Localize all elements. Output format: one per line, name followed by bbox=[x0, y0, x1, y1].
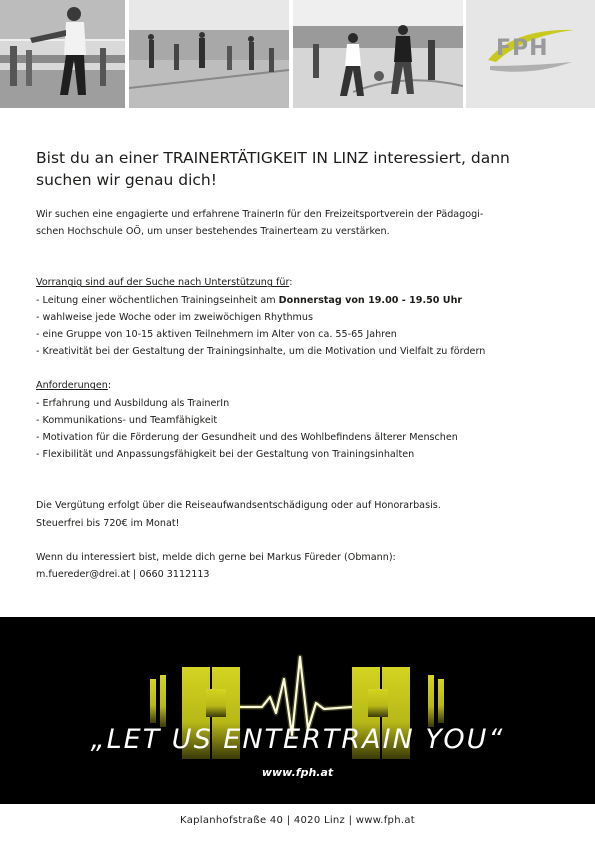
requirement-item: - Motivation für die Förderung der Gesundheit und des Wohlbefindens älterer Menschen bbox=[36, 432, 458, 444]
requirements-heading: Anforderungen: bbox=[36, 380, 112, 392]
photo-strip bbox=[0, 0, 595, 108]
priority-item: - Leitung einer wöchentlichen Trainingseinheit am Donnerstag von 19.00 - 19.50 Uhr bbox=[36, 294, 463, 306]
contact-line-1: Wenn du interessiert bist, melde dich gerne bei Markus Füreder (Obmann): bbox=[36, 551, 396, 563]
headline-line-2: suchen wir genau dich! bbox=[36, 171, 217, 189]
priority-heading: Vorrangig sind auf der Suche nach Unterstützung für: bbox=[36, 277, 293, 289]
headline-line-1: Bist du an einer TRAINERTÄTIGKEIT IN LINZ interessiert, dann bbox=[36, 149, 510, 167]
payment-line-1: Die Vergütung erfolgt über die Reiseaufwandsentschädigung oder auf Honorarbasis. bbox=[36, 500, 441, 512]
fph-logo bbox=[466, 0, 595, 108]
requirement-item: - Erfahrung und Ausbildung als TrainerIn bbox=[36, 397, 230, 409]
requirement-item: - Kommunikations- und Teamfähigkeit bbox=[36, 414, 218, 426]
slogan: „LET US ENTERTRAIN YOU“ bbox=[90, 724, 505, 755]
footer-address: Kaplanhofstraße 40 | 4020 Linz | www.fph.at bbox=[180, 815, 415, 826]
priority-item: - Kreativität bei der Gestaltung der Trainingsinhalte, um die Motivation und Vielfalt zu fördern bbox=[36, 346, 486, 358]
headline bbox=[36, 147, 556, 191]
slogan-banner bbox=[0, 617, 595, 804]
priority-item: - wahlweise jede Woche oder im zweiwöchigen Rhythmus bbox=[36, 311, 313, 323]
intro-line-2: schen Hochschule OÖ, um unser bestehendes Trainerteam zu verstärken. bbox=[36, 226, 390, 238]
requirement-item: - Flexibilität und Anpassungsfähigkeit bei der Gestaltung von Trainingsinhalten bbox=[36, 449, 415, 461]
photo-kickboxing bbox=[0, 0, 125, 108]
priority-item: - eine Gruppe von 10-15 aktiven Teilnehmern im Alter von ca. 55-65 Jahren bbox=[36, 329, 397, 341]
banner-website: www.fph.at bbox=[261, 766, 334, 779]
body-text bbox=[36, 206, 560, 583]
contact-line-2: m.fuereder@drei.at | 0660 3112113 bbox=[36, 569, 210, 581]
photo-basketball bbox=[293, 0, 463, 108]
payment-line-2: Steuerfrei bis 720€ im Monat! bbox=[36, 517, 180, 529]
intro-paragraph bbox=[36, 206, 560, 240]
photo-gym-class bbox=[129, 0, 289, 108]
intro-line-1: Wir suchen eine engagierte und erfahrene TrainerIn für den Freizeitsportverein der Pädagogi- bbox=[36, 209, 484, 220]
logo-text: FPH bbox=[496, 36, 549, 61]
